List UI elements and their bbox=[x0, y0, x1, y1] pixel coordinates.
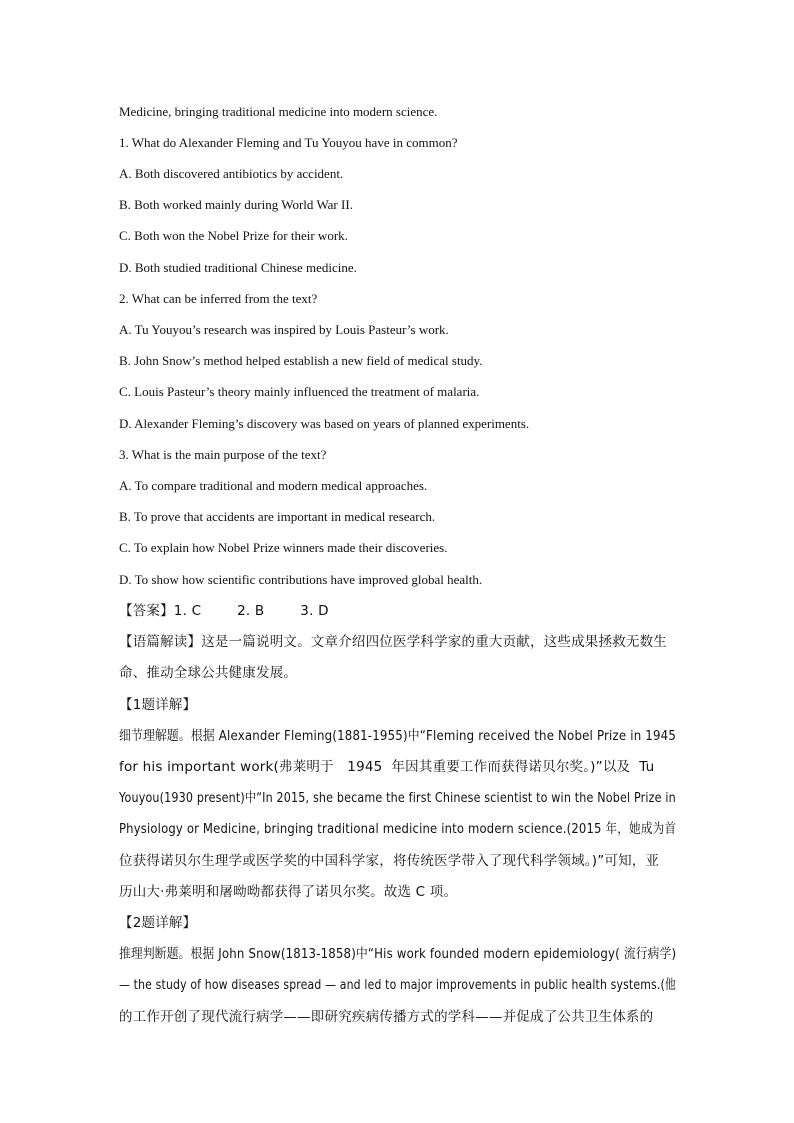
question-2-stem: 2. What can be inferred from the text? bbox=[119, 291, 318, 306]
detail-2-line-2: — the study of how diseases spread — and led to major improvements in public health systems.(他 bbox=[119, 977, 676, 993]
detail-1-line-6: 历山大·弗莱明和屠呦呦都获得了诺贝尔奖。故选 C 项。 bbox=[119, 884, 458, 900]
analysis-line-1: 【语篇解读】这是一篇说明文。文章介绍四位医学科学家的重大贡献，这些成果拯救无数生 bbox=[119, 634, 667, 650]
question-2-option-c: C. Louis Pasteur’s theory mainly influenced the treatment of malaria. bbox=[119, 384, 480, 399]
intro-line: Medicine, bringing traditional medicine into modern science. bbox=[119, 104, 438, 119]
question-2-option-a: A. Tu Youyou’s research was inspired by Louis Pasteur’s work. bbox=[119, 322, 449, 337]
detail-1-line-5: 位获得诺贝尔生理学或医学奖的中国科学家，将传统医学带入了现代科学领域。)”可知，亚 bbox=[119, 853, 660, 869]
question-3-option-d: D. To show how scientific contributions have improved global health. bbox=[119, 572, 483, 587]
question-1-stem: 1. What do Alexander Fleming and Tu Youyou have in common? bbox=[119, 135, 458, 150]
detail-1-heading: 【1题详解】 bbox=[119, 697, 197, 713]
detail-1-line-3: Youyou(1930 present)中“In 2015, she became the first Chinese scientist to win the Nobel Prize in bbox=[119, 790, 676, 806]
detail-2-line-1: 推理判断题。根据 John Snow(1813-1858)中“His work founded modern epidemiology( 流行病学) bbox=[119, 946, 677, 962]
question-1-option-d: D. Both studied traditional Chinese medicine. bbox=[119, 260, 357, 275]
detail-1-line-4: Physiology or Medicine, bringing traditional medicine into modern science.(2015 年，她成为首 bbox=[119, 821, 677, 837]
detail-2-heading: 【2题详解】 bbox=[119, 915, 197, 931]
question-3-option-a: A. To compare traditional and modern medical approaches. bbox=[119, 478, 428, 493]
detail-2-line-3: 的工作开创了现代流行病学——即研究疾病传播方式的学科——并促成了公共卫生体系的 bbox=[119, 1009, 654, 1025]
question-2-option-b: B. John Snow’s method helped establish a new field of medical study. bbox=[119, 353, 483, 368]
question-3-stem: 3. What is the main purpose of the text? bbox=[119, 447, 327, 462]
question-1-option-a: A. Both discovered antibiotics by accident. bbox=[119, 166, 344, 181]
analysis-line-2: 命、推动全球公共健康发展。 bbox=[119, 665, 298, 681]
question-3-option-c: C. To explain how Nobel Prize winners made their discoveries. bbox=[119, 540, 448, 555]
question-2-option-d: D. Alexander Fleming’s discovery was based on years of planned experiments. bbox=[119, 416, 530, 431]
detail-1-line-1: 细节理解题。根据 Alexander Fleming(1881-1955)中“Fleming received the Nobel Prize in 1945 bbox=[119, 728, 677, 744]
question-1-option-c: C. Both won the Nobel Prize for their work. bbox=[119, 228, 348, 243]
question-1-option-b: B. Both worked mainly during World War II. bbox=[119, 197, 353, 212]
question-3-option-b: B. To prove that accidents are important in medical research. bbox=[119, 509, 436, 524]
answer-line: 【答案】1. C 2. B 3. D bbox=[119, 603, 329, 619]
detail-1-line-2: for his important work(弗莱明于 1945 年因其重要工作而获得诺贝尔奖。)”以及 Tu bbox=[119, 759, 655, 775]
